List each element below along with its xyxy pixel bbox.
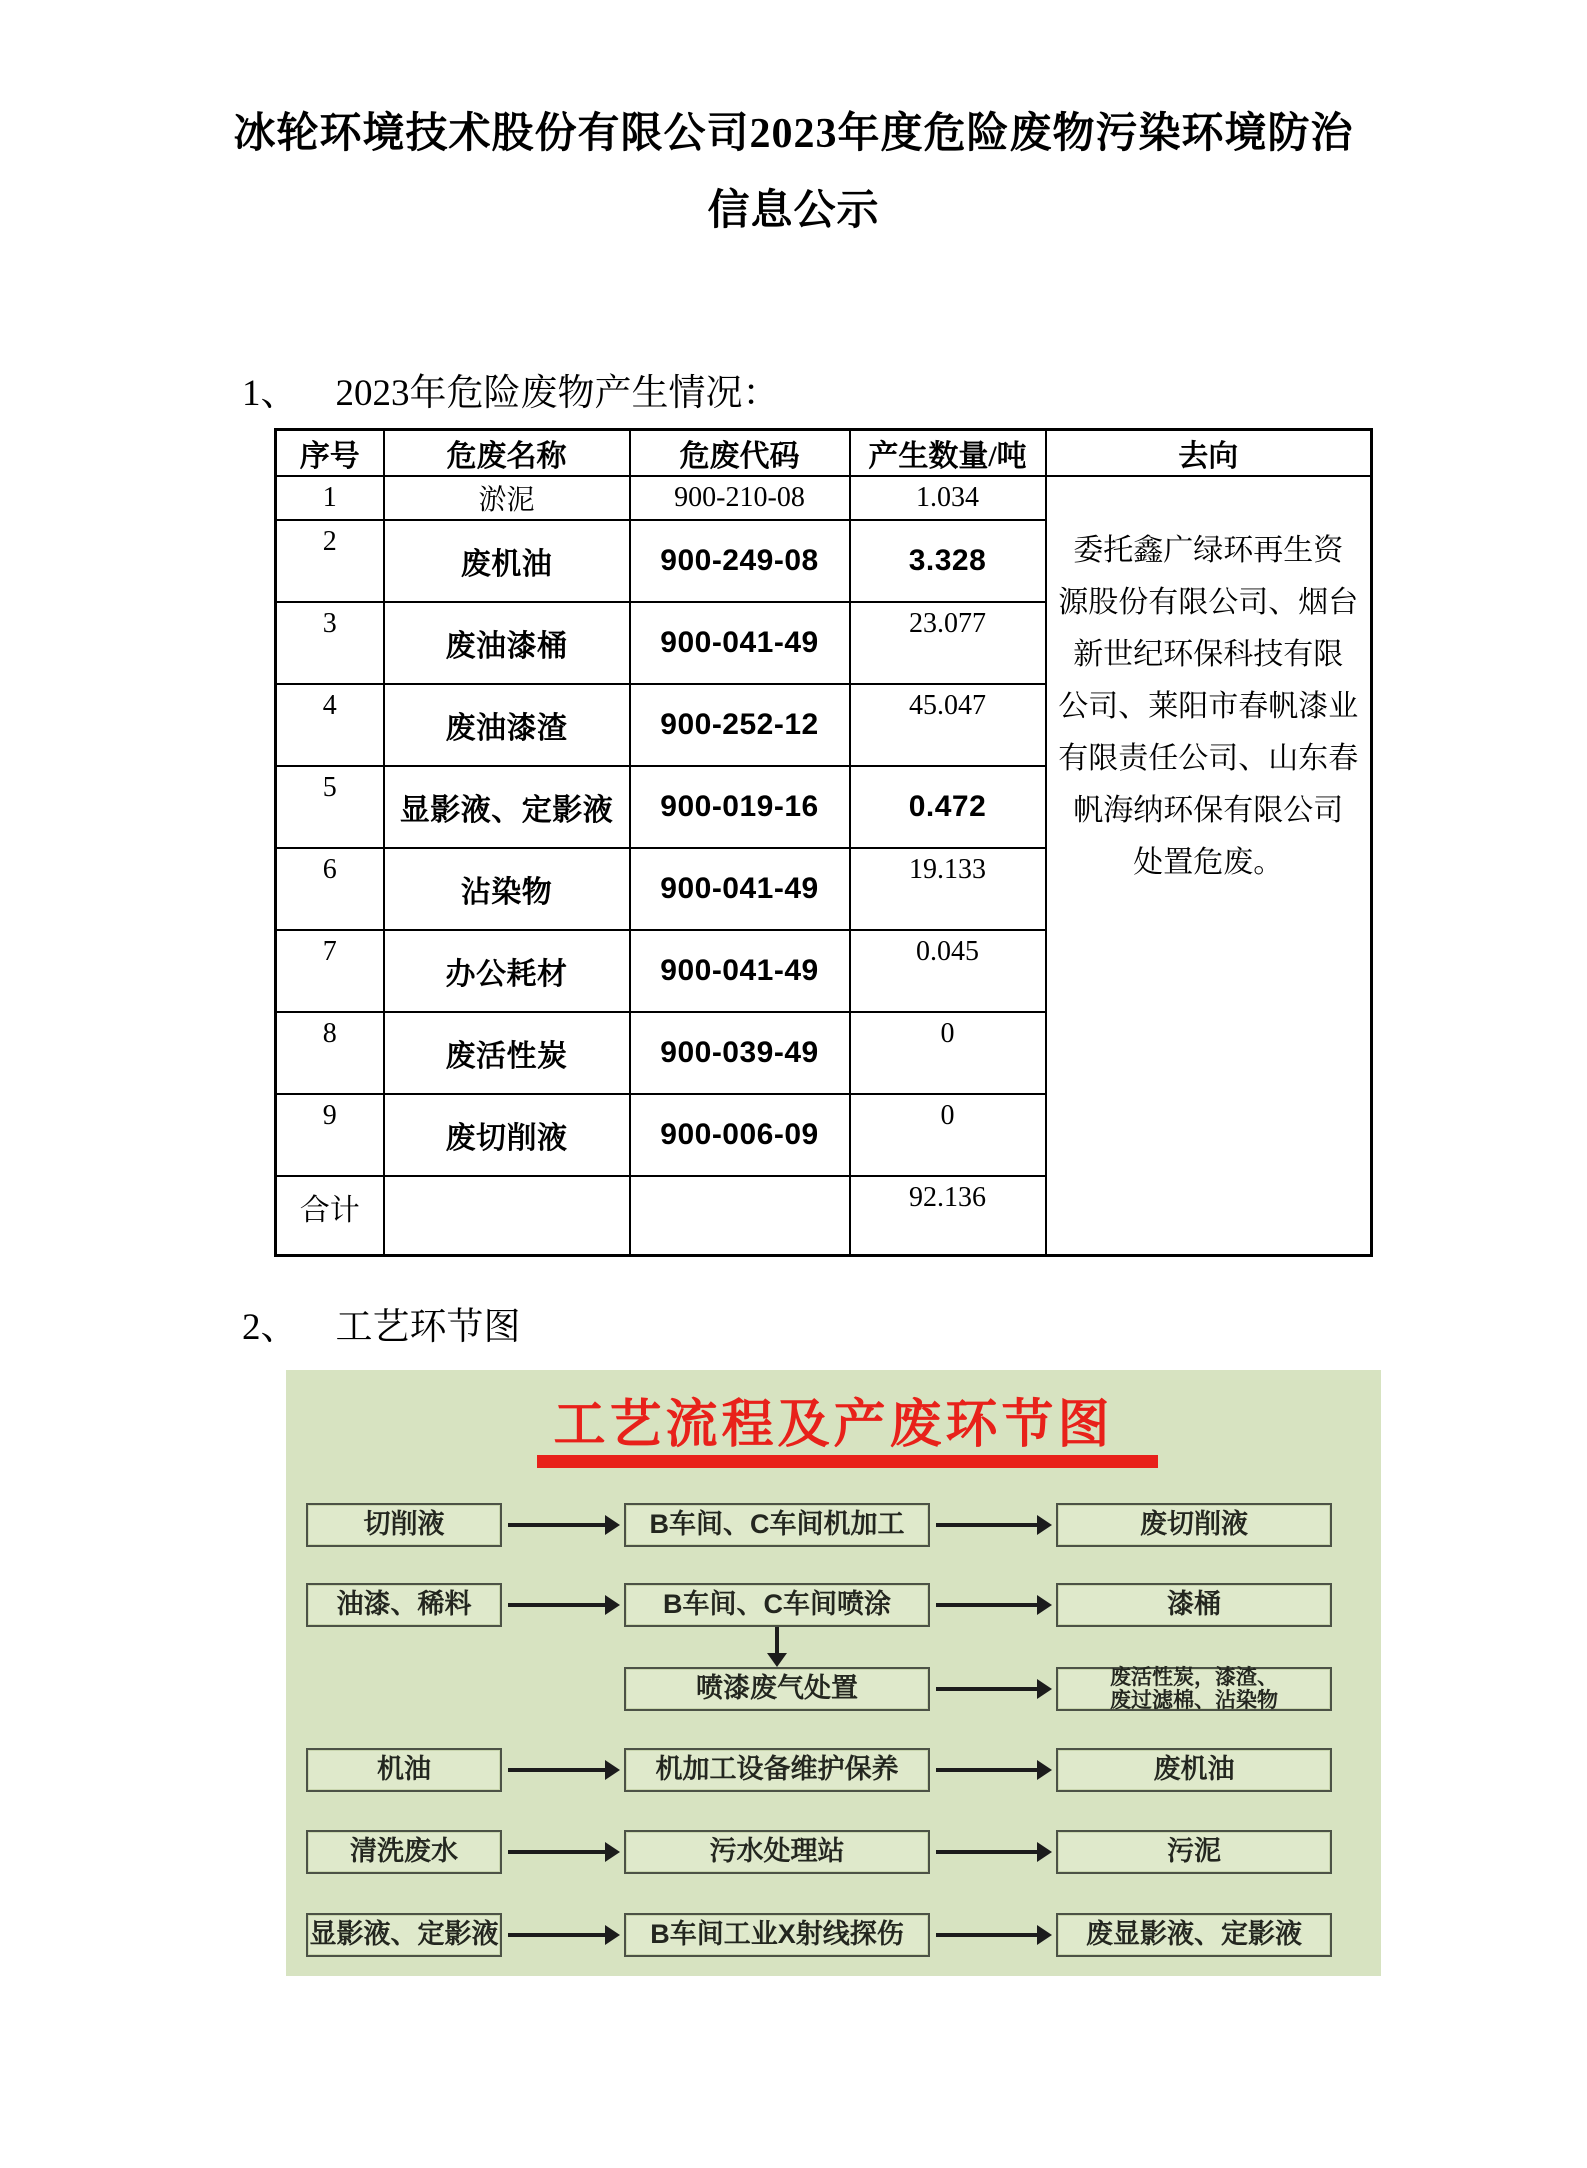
section2-heading: [242, 1296, 521, 1350]
flow-source-box: [306, 1503, 502, 1547]
cell-total-code-empty: [630, 1176, 850, 1255]
section2-number: 2、: [242, 1307, 298, 1348]
flow-arrow-right-icon: [936, 1768, 1038, 1772]
flow-source-box-label: 机油: [377, 1754, 431, 1785]
header-waste-code: 危废代码: [630, 430, 850, 477]
cell-waste-qty: 3.328: [850, 520, 1046, 602]
cell-total-label: 合计: [276, 1176, 384, 1255]
header-index: 序号: [276, 430, 384, 477]
section2-title: 工艺环节图: [335, 1307, 521, 1348]
flow-process-box: [624, 1583, 930, 1627]
cell-destination: [1046, 476, 1372, 1255]
flow-source-box-label: 显影液、定影液: [309, 1919, 499, 1950]
flow-arrow-right-icon: [508, 1933, 606, 1937]
flow-source-box: [306, 1583, 502, 1627]
table-row: [276, 476, 1372, 520]
cell-waste-qty: 0.045: [850, 930, 1046, 1012]
flow-arrow-right-icon: [936, 1850, 1038, 1854]
cell-waste-name: 办公耗材: [384, 930, 630, 1012]
cell-waste-name: 废油漆渣: [384, 684, 630, 766]
cell-waste-name: 淤泥: [384, 476, 630, 520]
cell-row-index: 8: [276, 1012, 384, 1094]
header-quantity: 产生数量/吨: [850, 430, 1046, 477]
cell-waste-qty: 23.077: [850, 602, 1046, 684]
cell-row-index: 7: [276, 930, 384, 1012]
flow-arrow-right-icon: [508, 1523, 606, 1527]
cell-total-qty: 92.136: [850, 1176, 1046, 1255]
cell-row-index: 2: [276, 520, 384, 602]
destination-line: 处置危废。: [1133, 846, 1284, 879]
destination-line: 新世纪环保科技有限: [1073, 638, 1344, 671]
cell-row-index: 5: [276, 766, 384, 848]
flow-process-box: [624, 1830, 930, 1874]
document-title-line1: 冰轮环境技术股份有限公司2023年度危险废物污染环境防治: [233, 111, 1354, 157]
destination-line: 源股份有限公司、烟台: [1058, 586, 1359, 619]
flow-waste-box: [1056, 1913, 1332, 1957]
flow-process-box-label: 喷漆废气处置: [696, 1673, 858, 1704]
flowchart-title: 工艺流程及产废环节图: [553, 1396, 1114, 1454]
cell-waste-qty: 19.133: [850, 848, 1046, 930]
flow-process-box: [624, 1667, 930, 1711]
cell-waste-code: 900-249-08: [630, 520, 850, 602]
destination-line: 帆海纳环保有限公司: [1073, 794, 1344, 827]
flow-source-box-label: 油漆、稀料: [336, 1589, 472, 1620]
flow-process-box-label: B车间、C车间机加工: [649, 1509, 905, 1540]
flow-process-box-label: B车间工业X射线探伤: [650, 1919, 904, 1950]
cell-row-index: 6: [276, 848, 384, 930]
flow-process-box-label: 机加工设备维护保养: [655, 1754, 899, 1785]
cell-waste-code: 900-041-49: [630, 848, 850, 930]
cell-row-index: 3: [276, 602, 384, 684]
section1-number: 1、: [242, 373, 298, 414]
flow-process-box: [624, 1503, 930, 1547]
waste-table-header-row: [276, 430, 1372, 477]
flow-arrow-right-icon: [508, 1850, 606, 1854]
cell-waste-code: 900-041-49: [630, 930, 850, 1012]
destination-line: 委托鑫广绿环再生资: [1073, 534, 1344, 567]
cell-waste-name: 废活性炭: [384, 1012, 630, 1094]
document-title: [0, 96, 1587, 250]
flow-waste-box-label: 漆桶: [1167, 1589, 1221, 1620]
destination-line: 公司、莱阳市春帆漆业: [1058, 690, 1359, 723]
cell-row-index: 9: [276, 1094, 384, 1176]
flow-waste-box: [1056, 1830, 1332, 1874]
cell-waste-code: 900-041-49: [630, 602, 850, 684]
header-waste-name: 危废名称: [384, 430, 630, 477]
flow-arrow-right-icon: [936, 1603, 1038, 1607]
cell-waste-code: 900-252-12: [630, 684, 850, 766]
flow-arrow-right-icon: [508, 1768, 606, 1772]
flow-source-box: [306, 1748, 502, 1792]
flowchart-title-underline: [537, 1455, 1158, 1468]
destination-line: 有限责任公司、山东春: [1058, 742, 1359, 775]
flow-process-box: [624, 1913, 930, 1957]
cell-waste-name: 废机油: [384, 520, 630, 602]
cell-waste-code: 900-006-09: [630, 1094, 850, 1176]
cell-waste-qty: 0: [850, 1012, 1046, 1094]
cell-waste-qty: 0: [850, 1094, 1046, 1176]
cell-waste-code: 900-039-49: [630, 1012, 850, 1094]
process-flowchart: [286, 1370, 1381, 1976]
flow-arrow-right-icon: [936, 1933, 1038, 1937]
cell-waste-code: 900-210-08: [630, 476, 850, 520]
flow-arrow-right-icon: [936, 1687, 1038, 1691]
cell-waste-name: 废油漆桶: [384, 602, 630, 684]
flow-waste-box-label: 废切削液: [1140, 1509, 1248, 1540]
flow-waste-box: [1056, 1667, 1332, 1711]
flow-process-box-label: B车间、C车间喷涂: [663, 1589, 891, 1620]
flow-arrow-right-icon: [508, 1603, 606, 1607]
cell-waste-qty: 45.047: [850, 684, 1046, 766]
flow-waste-box: [1056, 1583, 1332, 1627]
cell-waste-name: 显影液、定影液: [384, 766, 630, 848]
cell-waste-name: 沾染物: [384, 848, 630, 930]
cell-waste-name: 废切削液: [384, 1094, 630, 1176]
cell-total-name-empty: [384, 1176, 630, 1255]
cell-row-index: 1: [276, 476, 384, 520]
flow-process-box-label: 污水处理站: [709, 1836, 845, 1867]
flow-arrow-down-icon: [775, 1627, 779, 1654]
header-destination: 去向: [1046, 430, 1372, 477]
flow-waste-box-label: 废活性炭，漆渣、: [1110, 1665, 1278, 1689]
cell-waste-code: 900-019-16: [630, 766, 850, 848]
flow-source-box-label: 清洗废水: [350, 1836, 458, 1867]
flow-process-box: [624, 1748, 930, 1792]
flow-source-box-label: 切削液: [363, 1509, 445, 1540]
flow-source-box: [306, 1830, 502, 1874]
flow-waste-box-label: 污泥: [1167, 1836, 1221, 1867]
section1-title: 2023年危险废物产生情况：: [335, 373, 780, 414]
flow-waste-box-label: 废显影液、定影液: [1086, 1919, 1302, 1950]
flow-arrow-right-icon: [936, 1523, 1038, 1527]
section1-heading: [242, 362, 780, 416]
flow-waste-box: [1056, 1503, 1332, 1547]
waste-table: [274, 428, 1373, 1257]
flow-waste-box-label: 废机油: [1153, 1754, 1235, 1785]
flow-source-box: [306, 1913, 502, 1957]
cell-row-index: 4: [276, 684, 384, 766]
document-title-line2: 信息公示: [707, 188, 880, 234]
flow-waste-box: [1056, 1748, 1332, 1792]
cell-waste-qty: 0.472: [850, 766, 1046, 848]
flow-waste-box-label: 废过滤棉、沾染物: [1110, 1689, 1278, 1712]
cell-waste-qty: 1.034: [850, 476, 1046, 520]
waste-table-body: [276, 476, 1372, 1255]
